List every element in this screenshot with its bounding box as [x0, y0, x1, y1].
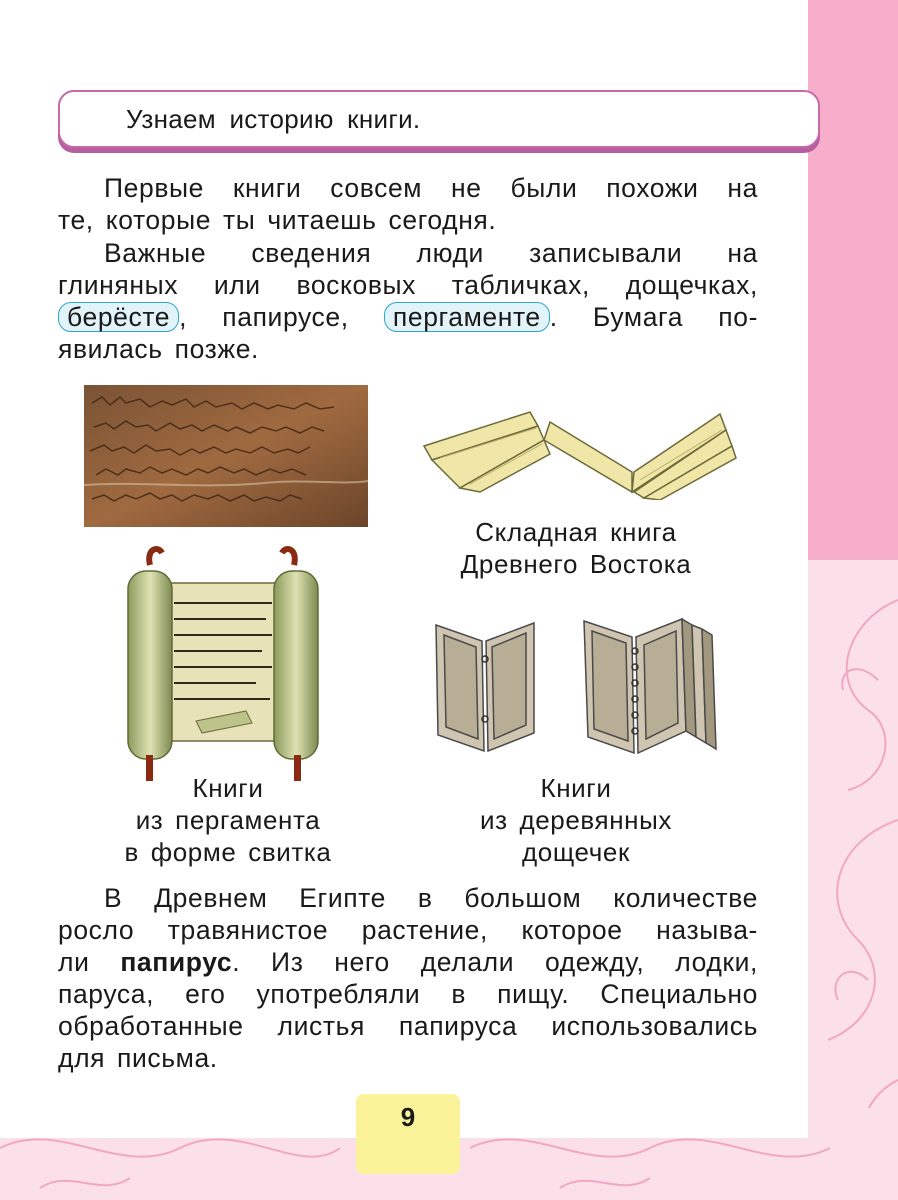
caption-line: дощечек	[522, 837, 630, 867]
page-number-badge	[356, 1094, 460, 1174]
paragraph-line: Первые книги совсем не были похожи на	[104, 173, 758, 203]
birch-bark-image	[84, 385, 368, 527]
paragraph-fragment: ли	[58, 947, 90, 977]
heading-text: Узнаем историю книги.	[126, 104, 421, 134]
paragraph-line: для письма.	[58, 1043, 218, 1073]
paragraph-papyrus	[58, 882, 758, 1074]
paragraph-line: явилась позже.	[58, 334, 260, 364]
wooden-books-image	[430, 615, 730, 765]
paragraph-line: обработанные листья папируса использовались	[58, 1011, 758, 1041]
term-highlight-pergament: пергаменте	[384, 302, 550, 332]
paragraph-fragment: . Из него делали одежду, лодки,	[232, 947, 758, 977]
sidebar-ornament-panel	[808, 560, 898, 1200]
paragraph-line	[58, 946, 758, 978]
paragraph-materials	[58, 237, 758, 365]
page-number: 9	[400, 1102, 416, 1132]
caption-scroll	[98, 772, 358, 868]
paragraph-line: Важные сведения люди записывали на	[104, 238, 758, 268]
caption-line: из деревянных	[479, 805, 673, 835]
caption-line: Складная книга	[475, 517, 677, 547]
folding-book-image	[420, 400, 740, 500]
paragraph-line: росло травянистое растение, которое называ-	[58, 915, 758, 945]
caption-line: в форме свитка	[124, 837, 332, 867]
caption-line: Древнего Востока	[460, 549, 692, 579]
caption-line: Книги	[192, 773, 264, 803]
caption-folding-book	[436, 516, 716, 580]
paragraph-line: В Древнем Египте в большом количестве	[104, 883, 758, 913]
paragraph-line	[58, 301, 758, 333]
paragraph-line: глиняных или восковых табличках, дощечках,	[58, 270, 758, 300]
caption-wooden-books	[446, 772, 706, 868]
paragraph-intro	[58, 172, 758, 236]
caption-line: из пергамента	[135, 805, 321, 835]
term-papyrus: папирус	[120, 947, 233, 977]
parchment-scroll-image	[116, 545, 328, 785]
term-highlight-bereste: берёсте	[58, 302, 179, 332]
paragraph-line: паруса, его употребляли в пищу. Специально	[58, 979, 758, 1009]
caption-line: Книги	[540, 773, 612, 803]
paragraph-fragment: . Бумага по-	[549, 302, 758, 332]
section-heading	[58, 90, 820, 148]
ornament-icon	[808, 560, 898, 1200]
paragraph-line: те, которые ты читаешь сегодня.	[58, 205, 497, 235]
paragraph-fragment: , папирусе,	[179, 302, 349, 332]
